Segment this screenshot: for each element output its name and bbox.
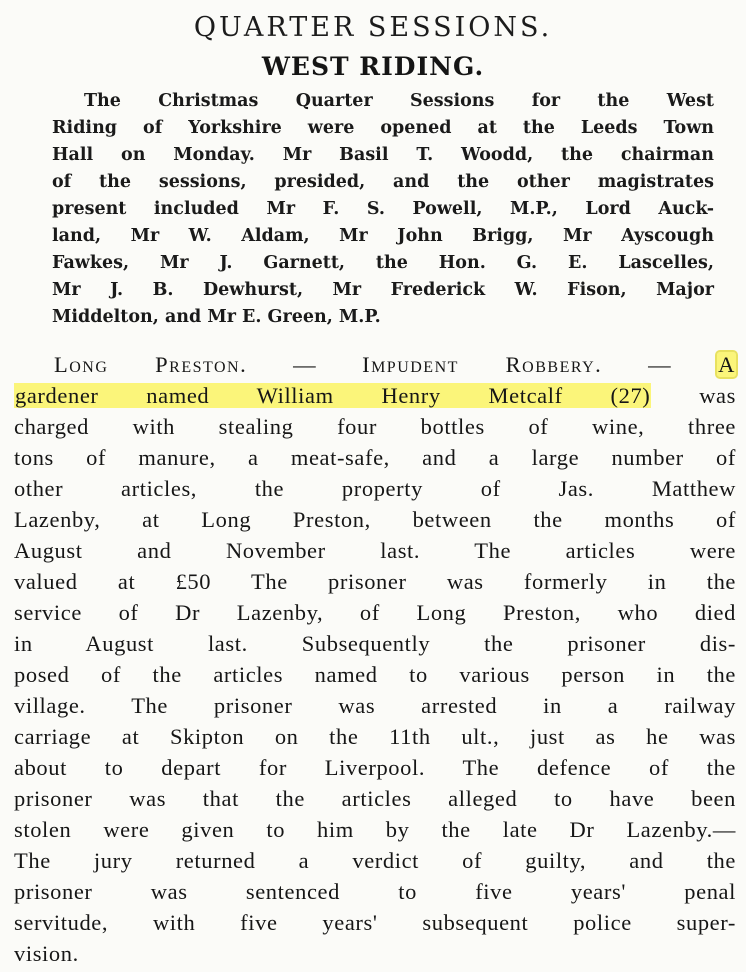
article-line: Lazenby, at Long Preston, between the months of <box>14 507 736 532</box>
article-line: August and November last. The articles were <box>14 538 736 563</box>
article-line <box>14 380 736 411</box>
intro-paragraph <box>52 88 714 331</box>
intro-line: of the sessions, presided, and the other magistrates <box>52 172 714 192</box>
intro-line: The Christmas Quarter Sessions for the West <box>84 91 714 111</box>
headline-subtitle: WEST RIDING. <box>261 52 485 81</box>
intro-line: Hall on Monday. Mr Basil T. Woodd, the chairman <box>52 145 714 165</box>
intro-line: present included Mr F. S. Powell, M.P., Lord Auck- <box>52 199 714 219</box>
article-line: prisoner was sentenced to five years' penal <box>14 879 736 904</box>
article-heading-line <box>14 349 736 380</box>
intro-line: Middelton, and Mr E. Green, M.P. <box>52 307 381 327</box>
article-line: The jury returned a verdict of guilty, and the <box>14 848 736 873</box>
article-line: other articles, the property of Jas. Matthew <box>14 476 736 501</box>
intro-line: Mr J. B. Dewhurst, Mr Frederick W. Fison, Major <box>52 280 714 300</box>
article-line: vision. <box>14 941 79 966</box>
article-place: Long Preston. <box>54 352 248 377</box>
highlighted-text: A <box>718 352 735 377</box>
intro-line: Fawkes, Mr J. Garnett, the Hon. G. E. Lascelles, <box>52 253 714 273</box>
intro-line: land, Mr W. Aldam, Mr John Brigg, Mr Ayscough <box>52 226 714 246</box>
article-line: posed of the articles named to various person in the <box>14 662 736 687</box>
article-line: service of Dr Lazenby, of Long Preston, who died <box>14 600 736 625</box>
article-line: stolen were given to him by the late Dr Lazenby.— <box>14 817 736 842</box>
article-line: tons of manure, a meat-safe, and a large number of <box>14 445 736 470</box>
dash: — <box>648 352 672 377</box>
article-paragraph <box>14 349 736 969</box>
article-text: was <box>699 383 736 408</box>
article-line: valued at £50 The prisoner was formerly in the <box>14 569 736 594</box>
article-line: servitude, with five years' subsequent police super- <box>14 910 736 935</box>
article-line: prisoner was that the articles alleged to have been <box>14 786 736 811</box>
article-line: village. The prisoner was arrested in a railway <box>14 693 736 718</box>
article-line: about to depart for Liverpool. The defence of the <box>14 755 736 780</box>
dash: — <box>293 352 317 377</box>
article-line: charged with stealing four bottles of wine, three <box>14 414 736 439</box>
headline-title: QUARTER SESSIONS. <box>193 12 553 43</box>
intro-line: Riding of Yorkshire were opened at the Leeds Town <box>52 118 714 138</box>
highlighted-text: gardener named William Henry Metcalf (27) <box>15 383 651 408</box>
article-line: in August last. Subsequently the prisoner dis- <box>14 631 736 656</box>
article-heading: Impudent Robbery. <box>362 352 603 377</box>
article-line: carriage at Skipton on the 11th ult., just as he was <box>14 724 736 749</box>
